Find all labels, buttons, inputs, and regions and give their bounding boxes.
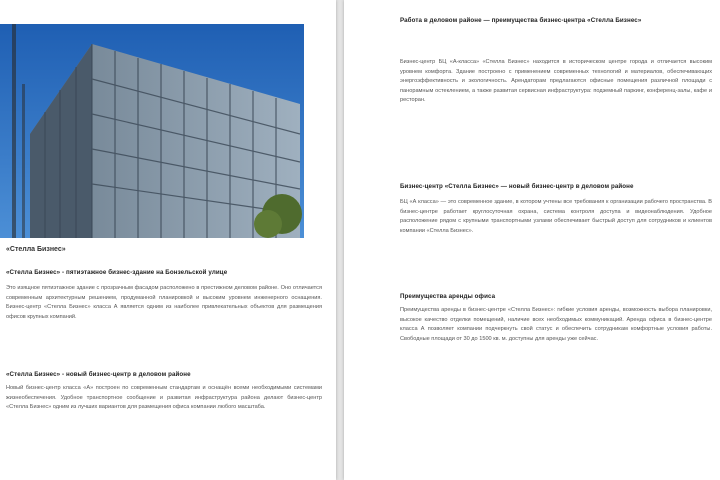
building-photo: [0, 24, 304, 238]
section-heading: Работа в деловом районе — преимущества бизнес-центра «Стелла Бизнес»: [400, 17, 642, 24]
section-paragraph: Преимущества аренды в бизнес-центре «Стелла Бизнес»: гибкие условия аренды, возможность выбора планировки, высокое качество отделки помещений, наличие всех необходимых коммуникаций. Аренда офиса в бизнес-центре класса А позволяет компании подчеркнуть свой статус и обеспечить сотрудникам комфортные условия работы. Свободные площади от 30 до 1500 кв. м. доступны для аренды уже сейчас.: [400, 307, 712, 342]
section-heading: «Стелла Бизнес» - новый бизнес-центр в деловом районе: [6, 371, 191, 378]
section-paragraph: БЦ «А класса» — это современное здание, в котором учтены все требования к организации рабочего пространства. В бизнес-центре работает круглосуточная охрана, система контроля доступа и видеонаблюдения. Удобное расположение рядом с крупными транспортными узлами обеспечивает быстрый доступ для сотрудников и клиентов компании «Стелла Бизнес».: [400, 199, 712, 234]
section-paragraph: Это изящное пятиэтажное здание с прозрачным фасадом расположено в престижном деловом районе. Оно отличается современным архитектурным решением, продуманной планировкой и высоким уровнем инженерного оснащения. Бизнес-центр «Стелла Бизнес» класса А является одним из наиболее привлекательных объектов для размещения офисов крупных компаний.: [6, 285, 322, 320]
document-page-left: [0, 0, 336, 480]
section-heading: «Стелла Бизнес» - пятиэтажное бизнес-здание на Бонзельской улице: [6, 269, 228, 276]
document-page-right: [344, 0, 720, 480]
section-paragraph: Бизнес-центр БЦ «А-класса» «Стелла Бизнес» находится в историческом центре города и отличается высоким уровнем комфорта. Здание построено с применением современных технологий и материалов, обеспечивающих энергоэффективность и экологичность. Арендаторам предлагаются офисные помещения различной площади с панорамным остеклением, а также развитая сервисная инфраструктура: подземный паркинг, конференц-залы, кафе и ресторан.: [400, 59, 712, 103]
section-heading: Бизнес-центр «Стелла Бизнес» — новый бизнес-центр в деловом районе: [400, 183, 634, 190]
section-heading: Преимущества аренды офиса: [400, 293, 496, 300]
building-photo-graphic: [0, 24, 304, 238]
section-paragraph: Новый бизнес-центр класса «А» построен по современным стандартам и оснащён всеми необходимыми системами жизнеобеспечения. Удобное транспортное сообщение и развитая инфраструктура района делают бизнес-центр «Стелла Бизнес» одним из лучших вариантов для размещения офиса компании любого масштаба.: [6, 385, 322, 410]
photo-caption: «Стелла Бизнес»: [6, 246, 66, 253]
